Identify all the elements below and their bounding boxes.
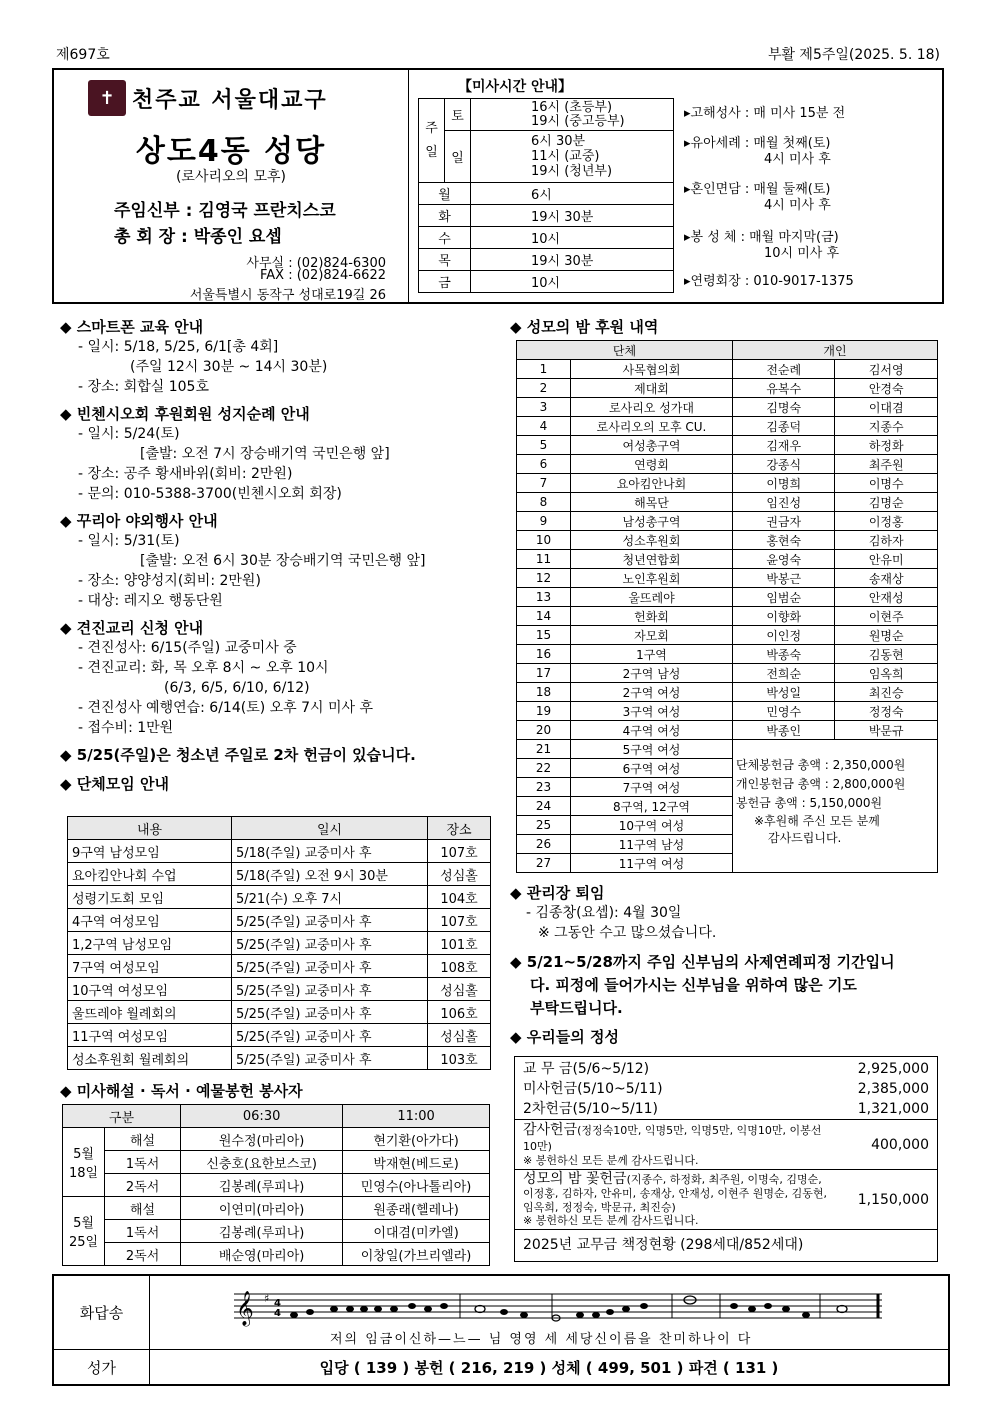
table-row: 23 7구역 여성 xyxy=(517,778,938,797)
parish-subtitle: (로사리오의 모후) xyxy=(175,169,287,185)
offerings-title: ◆ 우리들의 정성 xyxy=(510,1028,619,1046)
footer xyxy=(52,1274,950,1386)
svg-text:4: 4 xyxy=(274,1308,281,1319)
table-row: 성령기도회 모임 5/21(수) 오후 7시 104호 xyxy=(68,886,491,909)
table-row: 15 자모회 이인정 원명순 xyxy=(517,626,938,645)
svg-text:4: 4 xyxy=(274,1298,281,1309)
parish-name: 상도4동 성당 xyxy=(135,134,327,169)
table-row: 21 5구역 여성 단체봉헌금 총액 : 2,350,000원 개인봉헌금 총액 : 2,800,000원 봉헌금 총액 : 5,150,000원 ※후원해 주신 모든 분께 감사드립니다. xyxy=(517,740,938,759)
table-row: 2 제대회 유복수 안경숙 xyxy=(517,379,938,398)
table-row: 7구역 여성모임 5/25(주일) 교중미사 후 108호 xyxy=(68,955,491,978)
president: 총 회 장 : 박종인 요셉 xyxy=(114,227,282,247)
psalm-lyrics: 저의 임금이신하—느— 님 영영 세 세당신이름을 찬미하나이 다 xyxy=(330,1332,753,1347)
info-funeral: ▸연령회장 : 010-9017-1375 xyxy=(684,274,854,289)
table-row: 26 11구역 남성 xyxy=(517,835,938,854)
donors-title: ◆ 성모의 밤 후원 내역 xyxy=(510,318,659,336)
info-communion: ▸봉 성 체 : 매월 마지막(금) 10시 미사 후 xyxy=(684,230,840,261)
table-row: 22 6구역 여성 xyxy=(517,759,938,778)
table-row: 14 헌화회 이향화 이현주 xyxy=(517,607,938,626)
svg-text:♯: ♯ xyxy=(264,1292,270,1305)
donors-table: 단체 개인 1 사목협의회 전순례 김서영 2 제대회 유복수 안경숙 3 로사리오 성가대 김명숙 이대겸 4 로사리오의 모후 CU. 김종덕 지종수 5 여성총구역 김재우 하정화 6 연령회 강종식 최주원 7 요아킴안나회 이명희 이명수 8 해목단 임진성 김명순 9 남성총구역 권금자 이정홍 10 성소후원회 홍현숙 김하자 11 청년연합회 윤영숙 안유미 12 노인후원회 박봉근 송재상 13 울뜨레야 임범순 안재성 14 헌화회 이향화 이현주 15 자모회 이인정 원명순 16 1구역 박종숙 김동현 17 2구역 남성 전희순 임옥희 18 2구역 여성 박성일 최진승 19 3구역 여성 민영수 정정숙 20 4구역 여성 박종인 박문규 21 5구역 여성 단체봉헌금 총액 : 2,350,000원 개인봉헌금 총액 : 2,800,000원 봉헌금 총액 : 5,150,000원 ※후원해 주신 모든 분께 감사드립니다. 22 6구역 여성 23 7구역 여성 24 8구역, 12구역 25 10구역 여성 26 11구역 남성 27 11구역 여성 xyxy=(516,340,938,873)
offering-row: 2차헌금(5/10~5/11) 1,321,000 xyxy=(515,1099,937,1120)
retreat-notice: ◆ 5/21~5/28까지 주임 신부님의 사제연례피정 기간입니 다. 피정에 들어가시는 신부님을 위하여 많은 기도 부탁드립니다. xyxy=(510,953,895,1017)
table-row: 1 사목협의회 전순례 김서영 xyxy=(517,360,938,379)
cross-logo-icon: ✝ xyxy=(88,80,126,116)
table-row: 4 로사리오의 모후 CU. 김종덕 지종수 xyxy=(517,417,938,436)
groups-title: ◆ 단체모임 안내 xyxy=(60,775,169,793)
office-phone: 사무실 : (02)824-6300 xyxy=(246,256,386,271)
pastor: 주임신부 : 김영국 프란치스코 xyxy=(114,201,336,221)
offering-row: 교 무 금(5/6~5/12) 2,925,000 xyxy=(523,1061,929,1077)
table-row: 4구역 여성모임 5/25(주일) 교중미사 후 107호 xyxy=(68,909,491,932)
table-row: 3 로사리오 성가대 김명숙 이대겸 xyxy=(517,398,938,417)
servers-table: 구분 06:30 11:00 5월 18일 해설 원수정(마리아) 현기환(아가다) 1독서 신충호(요한보스코) 박재현(베드로) 2독서 김봉례(루피나) 민영수(아나톨리아) 5월 25일 해설 이연미(마리아) 원종래(헬레나) 1독서 김봉례(루피나) 이대겸(미카엘) 2독서 배순영(마리아) 이창일(가브리엘라) xyxy=(62,1104,490,1266)
table-row: 7 요아킴안나회 이명희 이명수 xyxy=(517,474,938,493)
mass-times-table: 주 일 토 16시 (초등부) 19시 (중고등부) 일 6시 30분 11시 (교중) 19시 (청년부) 월 6시 화 19시 30분 수 10시 목 19시 30분 금 10시 xyxy=(418,98,674,293)
offering-row: 미사헌금(5/10~5/11) 2,385,000 xyxy=(523,1081,929,1097)
hymn-label: 성가 xyxy=(54,1350,150,1384)
thanks-offering: 감사헌금(정정숙10만, 익명5만, 익명5만, 익명10만, 이봉선10만) ※ 봉헌하신 모든 분께 감사드립니다. 400,000 xyxy=(515,1120,937,1170)
servers-title: ◆ 미사해설 · 독서 · 예물봉헌 봉사자 xyxy=(60,1082,303,1100)
smartphone-title: ◆ 스마트폰 교육 안내 xyxy=(60,318,204,336)
table-row: 울뜨레야 월례회의 5/25(주일) 교중미사 후 106호 xyxy=(68,1001,491,1024)
address: 서울특별시 동작구 성대로19길 26 xyxy=(189,288,386,303)
date-line: 부활 제5주일(2025. 5. 18) xyxy=(767,47,940,63)
table-row: 19 3구역 여성 민영수 정정숙 xyxy=(517,702,938,721)
sunday-label: 주 일 xyxy=(419,99,445,183)
table-row: 16 1구역 박종숙 김동현 xyxy=(517,645,938,664)
table-row: 17 2구역 남성 전희순 임옥희 xyxy=(517,664,938,683)
hymn-numbers: 입당 ( 139 ) 봉헌 ( 216, 219 ) 성체 ( 499, 501 ) 파견 ( 131 ) xyxy=(319,1358,779,1377)
table-row: 20 4구역 여성 박종인 박문규 xyxy=(517,721,938,740)
table-row: 요아킴안나회 수업 5/18(주일) 오전 9시 30분 성심홀 xyxy=(68,863,491,886)
table-row: 27 11구역 여성 xyxy=(517,854,938,873)
table-row: 1독서 김봉례(루피나) 이대겸(미카엘) xyxy=(63,1220,490,1243)
table-row: 1독서 신충호(요한보스코) 박재현(베드로) xyxy=(63,1151,490,1174)
table-row: 2독서 배순영(마리아) 이창일(가브리엘라) xyxy=(63,1243,490,1266)
youth-notice: ◆ 5/25(주일)은 청소년 주일로 2차 헌금이 있습니다. xyxy=(60,746,416,764)
confirmation-title: ◆ 견진교리 신청 안내 xyxy=(60,619,204,637)
table-row: 10 성소후원회 홍현숙 김하자 xyxy=(517,531,938,550)
info-confession: ▸고해성사 : 매 미사 15분 전 xyxy=(684,106,846,121)
table-row: 6 연령회 강종식 최주원 xyxy=(517,455,938,474)
table-row: 11구역 여성모임 5/25(주일) 교중미사 후 성심홀 xyxy=(68,1024,491,1047)
table-row: 성소후원회 월례회의 5/25(주일) 교중미사 후 103호 xyxy=(68,1047,491,1070)
table-row: 9 남성총구역 권금자 이정홍 xyxy=(517,512,938,531)
svg-text:𝄞: 𝄞 xyxy=(236,1291,254,1326)
right-lower: ◆ 관리장 퇴임 - 김종창(요셉): 4월 30일 ※ 그동안 수고 많으셨습니다. ◆ 5/21~5/28까지 주임 신부님의 사제연례피정 기간입니 다. 피정에 들어가시는 신부님을 위하여 많은 기도 부탁드립니다. ◆ 우리들의 정성 xyxy=(510,882,940,1047)
left-column: ◆ 스마트폰 교육 안내 - 일시: 5/18, 5/25, 6/1[총 4회] (주일 12시 30분 ~ 14시 30분) - 장소: 회합실 105호 ◆ 빈첸시오회 후원회원 성지순례 안내 - 일시: 5/24(토) [출발: 오전 7시 장승배기역 국민은행 앞] - 장소: 공주 황새바위(회비: 2만원) - 문의: 010-5388-3700(빈첸시오회 회장) ◆ 꾸리아 야외행사 안내 - 일시: 5/31(토) [출발: 오전 6시 30분 장승배기역 국민은행 앞] - 장소: 양양성지(회비: 2만원) - 대상: 레지오 행동단원 ◆ 견진교리 신청 안내 - 견진성사: 6/15(주일) 교중미사 중 - 견진교리: 화, 목 오후 8시 ~ 오후 10시 (6/3, 6/5, 6/10, 6/12) - 견진성사 예행연습: 6/14(토) 오후 7시 미사 후 - 접수비: 1만원 ◆ 5/25(주일)은 청소년 주일로 2차 헌금이 있습니다. ◆ 단체모임 안내 xyxy=(60,316,500,798)
table-row: 13 울뜨레야 임범순 안재성 xyxy=(517,588,938,607)
table-row: 1,2구역 남성모임 5/25(주일) 교중미사 후 101호 xyxy=(68,932,491,955)
info-marriage: ▸혼인면담 : 매월 둘째(토) 4시 미사 후 xyxy=(684,182,831,213)
table-row: 25 10구역 여성 xyxy=(517,816,938,835)
table-row: 8 해목단 임진성 김명순 xyxy=(517,493,938,512)
psalm-score xyxy=(150,1276,948,1350)
table-row: 2독서 김봉례(루피나) 민영수(아나톨리아) xyxy=(63,1174,490,1197)
donor-totals: 단체봉헌금 총액 : 2,350,000원 개인봉헌금 총액 : 2,800,000원 봉헌금 총액 : 5,150,000원 ※후원해 주신 모든 분께 감사드립니다. xyxy=(733,740,938,873)
table-row: 5월 25일 해설 이연미(마리아) 원종래(헬레나) xyxy=(63,1197,490,1220)
table-row: 24 8구역, 12구역 xyxy=(517,797,938,816)
manager-title: ◆ 관리장 퇴임 xyxy=(510,884,605,902)
vincent-title: ◆ 빈첸시오회 후원회원 성지순례 안내 xyxy=(60,405,310,423)
flower-offering: 성모의 밤 꽃헌금(지종수, 하정화, 최주원, 이명숙, 김명순, 이정홍, 김하자, 안유미, 송재상, 안재성, 이현주 원명순, 김동현, 임옥희, 정정숙, 박문규, 최진승) ※ 봉헌하신 모든 분께 감사드립니다. 1,150,000 xyxy=(515,1170,937,1230)
curia-title: ◆ 꾸리아 야외행사 안내 xyxy=(60,512,218,530)
logo xyxy=(88,80,328,116)
table-row: 10구역 여성모임 5/25(주일) 교중미사 후 성심홀 xyxy=(68,978,491,1001)
table-row: 9구역 남성모임 5/18(주일) 교중미사 후 107호 xyxy=(68,840,491,863)
table-row: 11 청년연합회 윤영숙 안유미 xyxy=(517,550,938,569)
groups-table: 내용 일시 장소 9구역 남성모임 5/18(주일) 교중미사 후 107호 요아킴안나회 수업 5/18(주일) 오전 9시 30분 성심홀 성령기도회 모임 5/21(수) 오후 7시 104호 4구역 여성모임 5/25(주일) 교중미사 후 107호 1,2구역 남성모임 5/25(주일) 교중미사 후 101호 7구역 여성모임 5/25(주일) 교중미사 후 108호 10구역 여성모임 5/25(주일) 교중미사 후 성심홀 울뜨레야 월례회의 5/25(주일) 교중미사 후 106호 11구역 여성모임 5/25(주일) 교중미사 후 성심홀 성소후원회 월례회의 5/25(주일) 교중미사 후 103호 xyxy=(67,816,491,1070)
dues-status: 2025년 교무금 책정현황 (298세대/852세대) xyxy=(523,1237,804,1253)
issue-number: 제697호 xyxy=(56,47,110,63)
psalm-label: 화답송 xyxy=(54,1276,150,1350)
mass-times-title: 【미사시간 안내】 xyxy=(458,79,573,95)
table-row: 5월 18일 해설 원수정(마리아) 현기환(아가다) xyxy=(63,1128,490,1151)
fax: FAX : (02)824-6622 xyxy=(259,268,386,283)
table-row: 5 여성총구역 김재우 하정화 xyxy=(517,436,938,455)
info-baptism: ▸유아세례 : 매월 첫째(토) 4시 미사 후 xyxy=(684,136,831,167)
table-row: 12 노인후원회 박봉근 송재상 xyxy=(517,569,938,588)
offerings-box xyxy=(514,1056,938,1262)
header-box xyxy=(52,68,944,304)
table-row: 18 2구역 여성 박성일 최진승 xyxy=(517,683,938,702)
logo-text: 천주교 서울대교구 xyxy=(132,87,328,113)
